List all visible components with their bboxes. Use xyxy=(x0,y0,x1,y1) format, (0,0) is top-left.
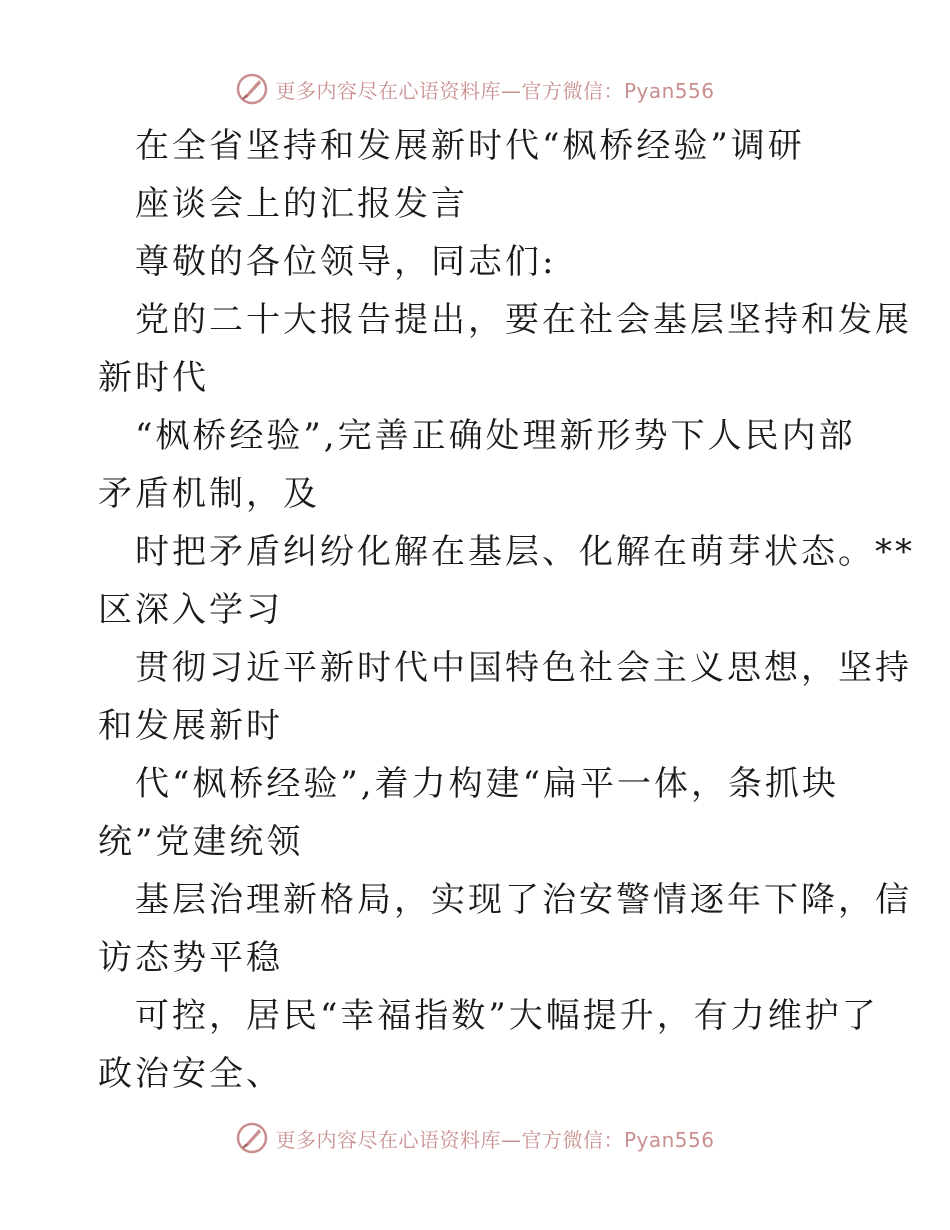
text-line: 新时代 xyxy=(98,358,209,398)
text-line: 基层治理新格局，实现了治安警情逐年下降，信 xyxy=(135,880,912,920)
text-line: 访态势平稳 xyxy=(98,938,283,978)
text-line: 贯彻习近平新时代中国特色社会主义思想，坚持 xyxy=(135,648,912,688)
text-line: 党的二十大报告提出，要在社会基层坚持和发展 xyxy=(135,300,912,340)
text-line: 区深入学习 xyxy=(98,590,283,630)
text-line: 时把矛盾纠纷化解在基层、化解在萌芽状态。** xyxy=(135,532,915,572)
text-line: 座谈会上的汇报发言 xyxy=(135,184,468,224)
text-line: 尊敬的各位领导，同志们: xyxy=(135,242,557,282)
text-line: 和发展新时 xyxy=(98,706,283,746)
footer-watermark xyxy=(0,1121,950,1155)
quill-logo-icon xyxy=(235,72,269,106)
text-line: 在全省坚持和发展新时代“枫桥经验”调研 xyxy=(135,126,805,166)
watermark-text: 更多内容尽在心语资料库—官方微信：Pyan556 xyxy=(275,1127,715,1152)
text-line: 统”党建统领 xyxy=(98,822,304,862)
header-watermark xyxy=(0,72,950,106)
watermark-text: 更多内容尽在心语资料库—官方微信：Pyan556 xyxy=(275,78,715,103)
text-line: 矛盾机制，及 xyxy=(98,474,320,514)
text-line: 政治安全、 xyxy=(98,1054,283,1094)
text-line: “枫桥经验”,完善正确处理新形势下人民内部 xyxy=(135,416,856,456)
text-line: 可控，居民“幸福指数”大幅提升，有力维护了 xyxy=(135,996,879,1036)
quill-logo-icon xyxy=(235,1121,269,1155)
document-body xyxy=(98,117,915,1103)
text-line: 代“枫桥经验”,着力构建“扁平一体，条抓块 xyxy=(135,764,839,804)
